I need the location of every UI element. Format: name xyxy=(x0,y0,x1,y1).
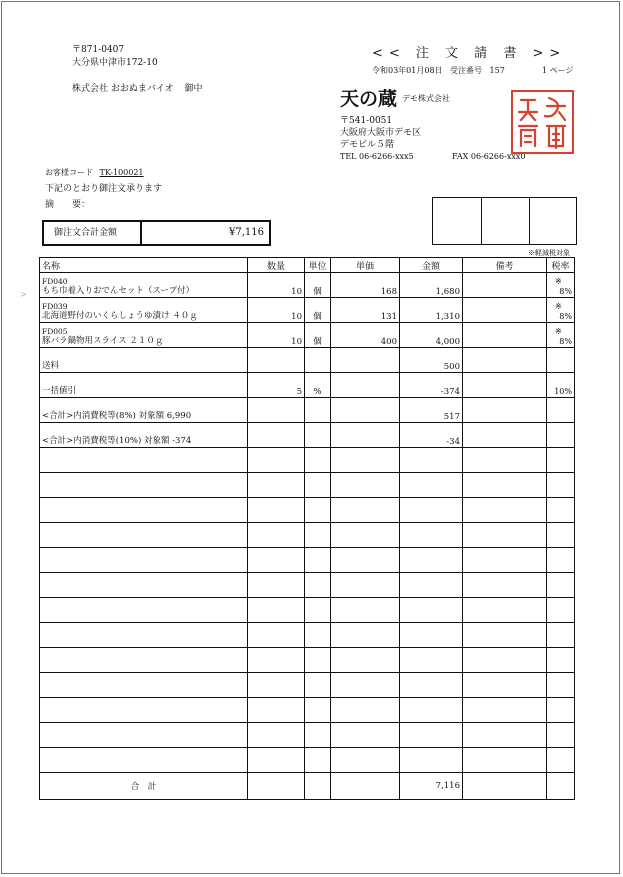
tax-rate xyxy=(549,387,572,397)
cell-amount xyxy=(400,473,463,498)
reduced-tax-mark: ※ xyxy=(555,327,562,336)
empty-table-row xyxy=(40,598,575,623)
cell-note xyxy=(463,723,547,748)
cell-price xyxy=(331,548,400,573)
empty-table-row xyxy=(40,623,575,648)
cell-amount xyxy=(400,523,463,548)
cell-rate xyxy=(547,473,575,498)
cell-note xyxy=(463,273,547,298)
cell-qty: 5 xyxy=(248,373,305,398)
cell-price xyxy=(331,748,400,773)
cell-qty xyxy=(248,348,305,373)
cell-qty xyxy=(248,473,305,498)
cell-note xyxy=(463,548,547,573)
cell-price xyxy=(331,673,400,698)
empty-table-row xyxy=(40,448,575,473)
cell-note xyxy=(463,448,547,473)
cell-rate xyxy=(547,548,575,573)
cell-note xyxy=(463,398,547,423)
empty-table-row xyxy=(40,523,575,548)
cell-name xyxy=(40,323,248,348)
tax-rate-value: 8% xyxy=(559,312,572,321)
cell-price: 168 xyxy=(331,273,400,298)
item-name: 豚バラ鍋物用スライス ２１０ｇ xyxy=(42,336,164,346)
cell-rate xyxy=(547,348,575,373)
header-amount: 金額 xyxy=(400,258,463,273)
company-name: デモ株式会社 xyxy=(402,94,450,103)
cell-rate xyxy=(547,448,575,473)
company-postal: 〒541-0051 xyxy=(340,116,393,126)
cell-name xyxy=(40,398,248,423)
table-header-row xyxy=(40,258,575,273)
cell-unit xyxy=(305,698,331,723)
cell-unit xyxy=(305,448,331,473)
cell-amount: 4,000 xyxy=(400,323,463,348)
cell-rate xyxy=(547,673,575,698)
reduced-tax-note: ※軽減税対象 xyxy=(528,249,570,257)
reduced-tax-mark: ※ xyxy=(555,302,562,311)
cell-rate xyxy=(547,723,575,748)
table-total-row xyxy=(40,773,575,800)
cell-amount: -34 xyxy=(400,423,463,448)
cell-unit xyxy=(305,398,331,423)
cell-amount xyxy=(400,598,463,623)
cell-price xyxy=(331,373,400,398)
item-name: <合計>内消費税等(10%) 対象額 -374 xyxy=(42,436,192,446)
cell-note xyxy=(463,623,547,648)
cell-name xyxy=(40,748,248,773)
header-name: 名称 xyxy=(40,258,248,273)
cell-price xyxy=(331,598,400,623)
cell-unit xyxy=(305,598,331,623)
company-fax: FAX 06-6266-xxx0 xyxy=(452,152,526,161)
cell-price xyxy=(331,623,400,648)
cell-price xyxy=(331,723,400,748)
cell-price xyxy=(331,448,400,473)
item-name: 北海道野付のいくらしょうゆ漬け ４０ｇ xyxy=(42,311,198,321)
cell-unit: 個 xyxy=(305,298,331,323)
cell-qty xyxy=(248,423,305,448)
cell-note xyxy=(463,698,547,723)
empty-table-row xyxy=(40,748,575,773)
cell-amount: 1,680 xyxy=(400,273,463,298)
cell-price xyxy=(331,473,400,498)
cell-amount xyxy=(400,573,463,598)
cell-note xyxy=(463,298,547,323)
table-row xyxy=(40,348,575,373)
cell-name xyxy=(40,423,248,448)
cell-note xyxy=(463,523,547,548)
cell-unit xyxy=(305,723,331,748)
cell-price xyxy=(331,698,400,723)
cell-qty xyxy=(248,498,305,523)
tax-rate-value: 10% xyxy=(554,387,572,396)
cell-rate xyxy=(547,598,575,623)
cell-name xyxy=(40,373,248,398)
cell-rate xyxy=(547,573,575,598)
cell-name xyxy=(40,548,248,573)
customer-name xyxy=(72,81,202,94)
cell-rate xyxy=(547,498,575,523)
cell-price xyxy=(331,348,400,373)
cell-note xyxy=(463,498,547,523)
cell-name xyxy=(40,648,248,673)
empty-table-row xyxy=(40,723,575,748)
cell-rate xyxy=(547,523,575,548)
cell-name xyxy=(40,273,248,298)
cell-price xyxy=(331,423,400,448)
cell-qty: 10 xyxy=(248,273,305,298)
empty-table-row xyxy=(40,698,575,723)
cell-unit xyxy=(305,648,331,673)
cell-amount: 1,310 xyxy=(400,298,463,323)
cell-unit xyxy=(305,523,331,548)
item-name: もち巾着入りおでんセット（スープ付） xyxy=(42,286,195,296)
cell-amount xyxy=(400,623,463,648)
cell-note xyxy=(463,748,547,773)
cell-price xyxy=(331,648,400,673)
cell-amount xyxy=(400,648,463,673)
cell-amount xyxy=(400,748,463,773)
cell-qty xyxy=(248,648,305,673)
customer-postal: 〒871-0407 xyxy=(72,45,125,55)
order-number-value: 157 xyxy=(489,66,505,75)
tax-rate-value: 8% xyxy=(559,337,572,346)
cell-amount xyxy=(400,723,463,748)
cell-rate xyxy=(547,273,575,298)
header-qty: 数量 xyxy=(248,258,305,273)
cell-rate xyxy=(547,398,575,423)
customer-company-name: 株式会社 おおぬまバイオ xyxy=(72,84,174,94)
approval-box-divider xyxy=(529,198,530,244)
total-label: 合 計 xyxy=(40,773,248,800)
cell-qty xyxy=(248,398,305,423)
tax-rate xyxy=(549,302,572,322)
cell-qty xyxy=(248,448,305,473)
customer-code-label: お客様コード xyxy=(45,168,93,177)
header-note: 備考 xyxy=(463,258,547,273)
approval-box-divider xyxy=(481,198,482,244)
tax-rate xyxy=(549,327,572,347)
cell-rate xyxy=(547,373,575,398)
summary-field-label: 摘 要： xyxy=(45,200,91,210)
cell-note xyxy=(463,473,547,498)
cell-amount xyxy=(400,698,463,723)
empty-table-row xyxy=(40,573,575,598)
order-total-box xyxy=(42,220,271,246)
cell-name xyxy=(40,673,248,698)
cell-price: 131 xyxy=(331,298,400,323)
table-row xyxy=(40,298,575,323)
cell-unit xyxy=(305,473,331,498)
cell-rate xyxy=(547,698,575,723)
cell-amount: 517 xyxy=(400,398,463,423)
cell-qty xyxy=(248,773,305,800)
cell-name xyxy=(40,698,248,723)
customer-address: 大分県中津市172-10 xyxy=(72,58,158,68)
cell-qty xyxy=(248,723,305,748)
tax-rate xyxy=(549,277,572,297)
company-address1: 大阪府大阪市デモ区 xyxy=(340,128,422,138)
cell-name xyxy=(40,623,248,648)
cell-amount xyxy=(400,448,463,473)
order-total-label: 御注文合計金額 xyxy=(44,222,142,244)
cell-unit xyxy=(305,498,331,523)
cell-rate xyxy=(547,623,575,648)
cell-note xyxy=(463,598,547,623)
cell-name xyxy=(40,523,248,548)
cell-unit xyxy=(305,773,331,800)
table-row xyxy=(40,323,575,348)
cell-unit: 個 xyxy=(305,323,331,348)
cell-unit xyxy=(305,348,331,373)
header-unit: 単位 xyxy=(305,258,331,273)
cell-price xyxy=(331,498,400,523)
cell-qty xyxy=(248,548,305,573)
cell-name xyxy=(40,298,248,323)
cell-qty xyxy=(248,748,305,773)
cell-name xyxy=(40,473,248,498)
cell-name xyxy=(40,723,248,748)
cell-rate xyxy=(547,773,575,800)
header-rate: 税率 xyxy=(547,258,575,273)
table-row xyxy=(40,373,575,398)
cell-note xyxy=(463,348,547,373)
cell-unit xyxy=(305,673,331,698)
tax-rate-value: 8% xyxy=(559,287,572,296)
document-title: << 注 文 請 書 >> xyxy=(372,46,567,61)
table-row xyxy=(40,273,575,298)
company-logo: 天の蔵 xyxy=(340,88,398,110)
order-number xyxy=(450,65,505,76)
cell-unit: % xyxy=(305,373,331,398)
company-seal-stamp xyxy=(511,90,574,154)
empty-table-row xyxy=(40,673,575,698)
cell-unit xyxy=(305,748,331,773)
cell-price xyxy=(331,573,400,598)
approval-seal-boxes xyxy=(432,197,577,245)
cell-rate xyxy=(547,648,575,673)
cell-note xyxy=(463,323,547,348)
document-date: 令和03年01月08日 xyxy=(372,66,443,75)
cell-name xyxy=(40,448,248,473)
cell-note xyxy=(463,373,547,398)
cell-unit: 個 xyxy=(305,273,331,298)
table-row xyxy=(40,398,575,423)
empty-table-row xyxy=(40,648,575,673)
cell-unit xyxy=(305,623,331,648)
cell-amount xyxy=(400,548,463,573)
cell-unit xyxy=(305,573,331,598)
cell-qty xyxy=(248,623,305,648)
cell-qty xyxy=(248,673,305,698)
empty-table-row xyxy=(40,473,575,498)
company-address2: デモビル５階 xyxy=(340,140,395,150)
page-number: 1 ページ xyxy=(542,66,574,75)
cell-note xyxy=(463,423,547,448)
item-code: FD040 xyxy=(42,277,68,286)
cell-price xyxy=(331,398,400,423)
cell-unit xyxy=(305,423,331,448)
cell-note xyxy=(463,573,547,598)
item-name: 送料 xyxy=(42,361,60,371)
cell-amount xyxy=(400,498,463,523)
total-amount: 7,116 xyxy=(400,773,463,800)
cell-rate xyxy=(547,423,575,448)
reduced-tax-mark: ※ xyxy=(555,277,562,286)
cell-rate xyxy=(547,323,575,348)
cell-qty: 10 xyxy=(248,323,305,348)
cell-rate xyxy=(547,748,575,773)
cell-qty xyxy=(248,698,305,723)
cell-note xyxy=(463,773,547,800)
item-code: FD005 xyxy=(42,327,68,336)
cell-qty xyxy=(248,573,305,598)
header-price: 単価 xyxy=(331,258,400,273)
cell-price xyxy=(331,523,400,548)
cell-amount: 500 xyxy=(400,348,463,373)
side-marker: > xyxy=(20,290,27,299)
cell-name xyxy=(40,348,248,373)
order-total-amount: ¥7,116 xyxy=(229,227,264,238)
item-name: 一括値引 xyxy=(42,386,77,396)
empty-table-row xyxy=(40,498,575,523)
line-items-table xyxy=(39,257,575,800)
customer-honorific: 御中 xyxy=(184,84,203,94)
customer-code-value: TK-100021 xyxy=(99,168,144,177)
company-tel: TEL 06-6266-xxx5 xyxy=(340,152,414,161)
item-code: FD039 xyxy=(42,302,68,311)
cell-note xyxy=(463,673,547,698)
cell-amount: -374 xyxy=(400,373,463,398)
intro-text: 下記のとおり御注文承ります xyxy=(45,184,163,194)
customer-code xyxy=(45,167,144,178)
cell-price xyxy=(331,773,400,800)
item-name: <合計>内消費税等(8%) 対象額 6,990 xyxy=(42,411,192,421)
cell-name xyxy=(40,498,248,523)
cell-unit xyxy=(305,548,331,573)
seal-icon xyxy=(513,92,572,152)
cell-amount xyxy=(400,673,463,698)
cell-name xyxy=(40,598,248,623)
cell-qty: 10 xyxy=(248,298,305,323)
cell-note xyxy=(463,648,547,673)
cell-qty xyxy=(248,598,305,623)
table-row xyxy=(40,423,575,448)
empty-table-row xyxy=(40,548,575,573)
order-number-label: 受注番号 xyxy=(450,66,482,75)
cell-price: 400 xyxy=(331,323,400,348)
cell-name xyxy=(40,573,248,598)
cell-rate xyxy=(547,298,575,323)
cell-qty xyxy=(248,523,305,548)
